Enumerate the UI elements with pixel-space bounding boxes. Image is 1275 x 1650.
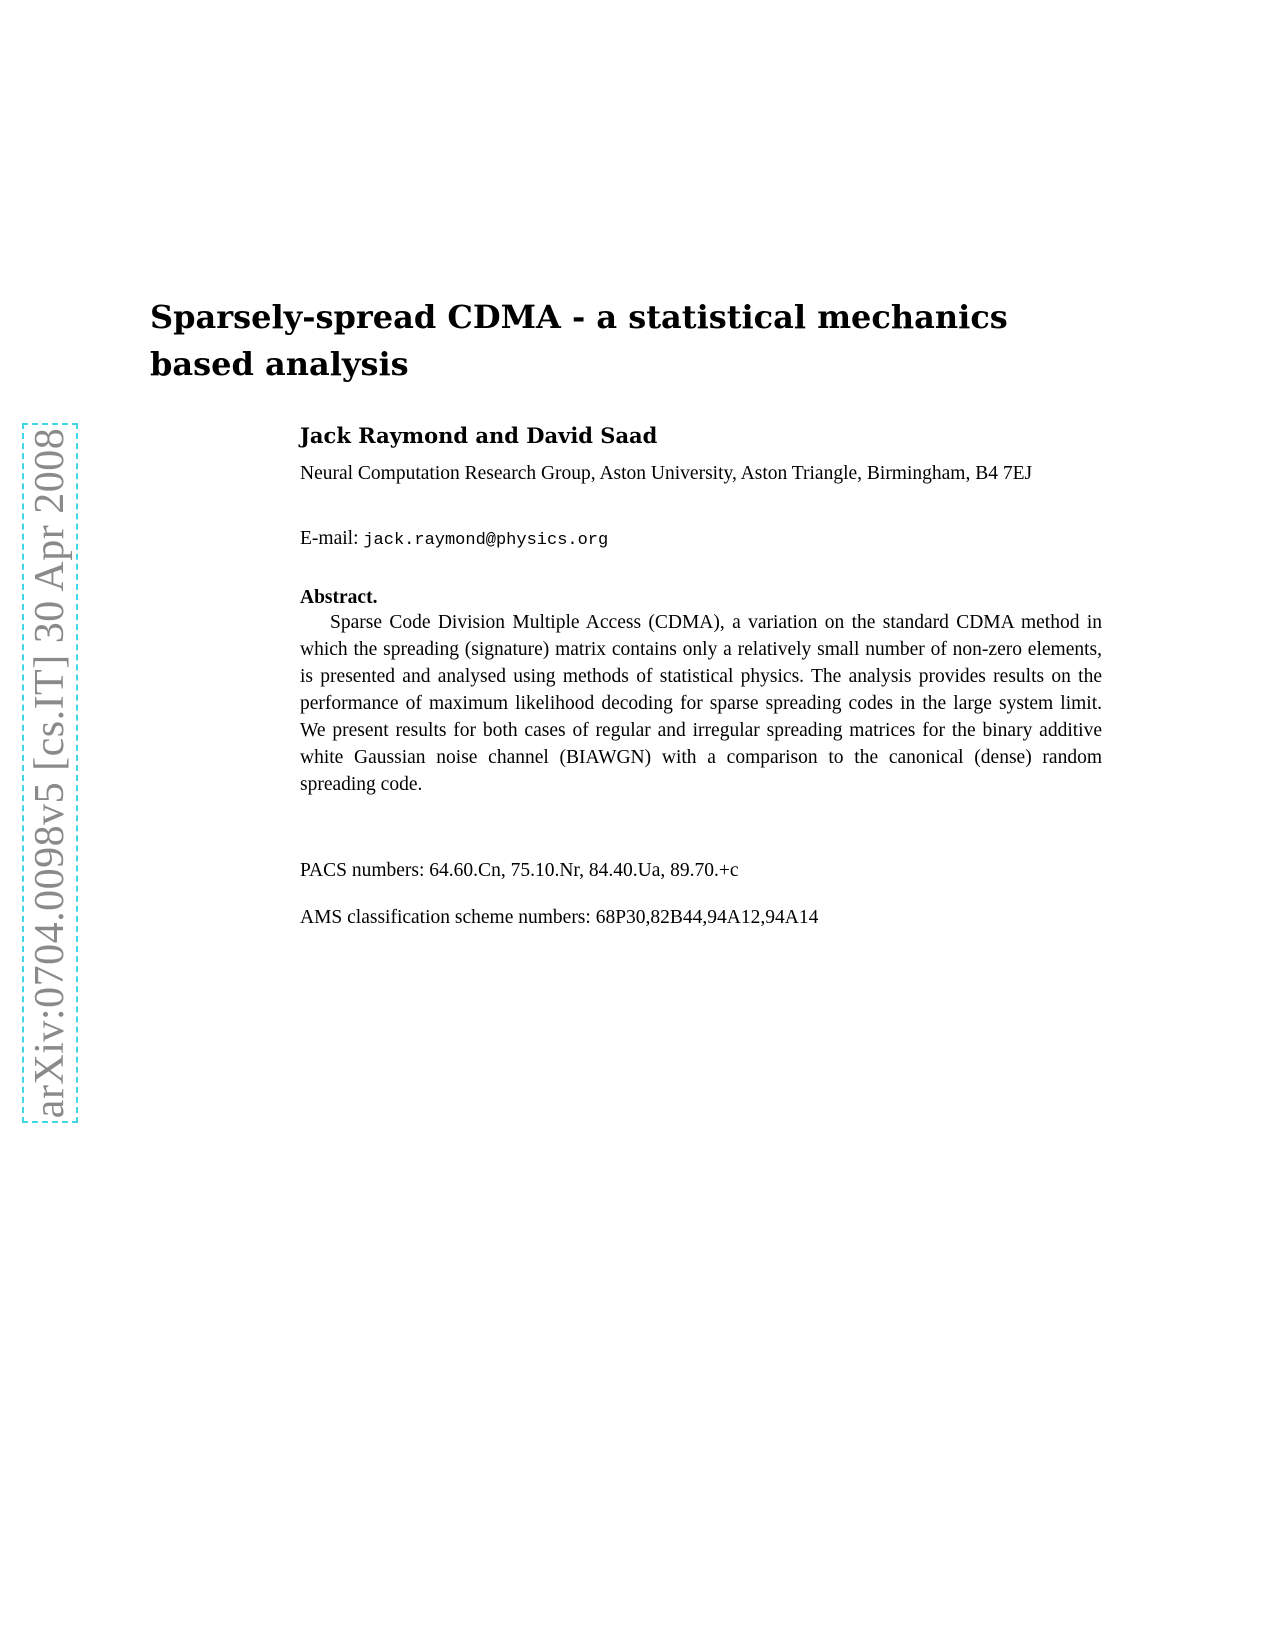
affiliation: Neural Computation Research Group, Aston University, Aston Triangle, Birmingham, B4 7EJ (300, 463, 1033, 484)
paper-title: Sparsely-spread CDMA - a statistical mechanics based analysis (150, 298, 1008, 383)
email-address[interactable]: jack.raymond@physics.org (363, 531, 609, 550)
abstract-heading: Abstract. (300, 587, 378, 608)
pacs-numbers: PACS numbers: 64.60.Cn, 75.10.Nr, 84.40.Ua, 89.70.+c (300, 860, 739, 881)
email-label: E-mail: (300, 528, 359, 549)
arxiv-stamp (22, 423, 78, 1123)
abstract-body: Sparse Code Division Multiple Access (CDMA), a variation on the standard CDMA method in which the spreading (signature) matrix contains only a relatively small number of non-zero elements, is presented and analysed using methods of statistical physics. The analysis provides results on the performance of maximum likelihood decoding for sparse spreading codes in the large system limit. We present results for both cases of regular and irregular spreading matrices for the binary additive white Gaussian noise channel (BIAWGN) with a comparison to the canonical (dense) random spreading code. (300, 612, 1102, 795)
authors: Jack Raymond and David Saad (300, 423, 658, 448)
ams-classification: AMS classification scheme numbers: 68P30,82B44,94A12,94A14 (300, 907, 819, 928)
email-line (300, 525, 608, 554)
arxiv-identifier: arXiv:0704.0098v5 [cs.IT] 30 Apr 2008 (27, 427, 73, 1119)
